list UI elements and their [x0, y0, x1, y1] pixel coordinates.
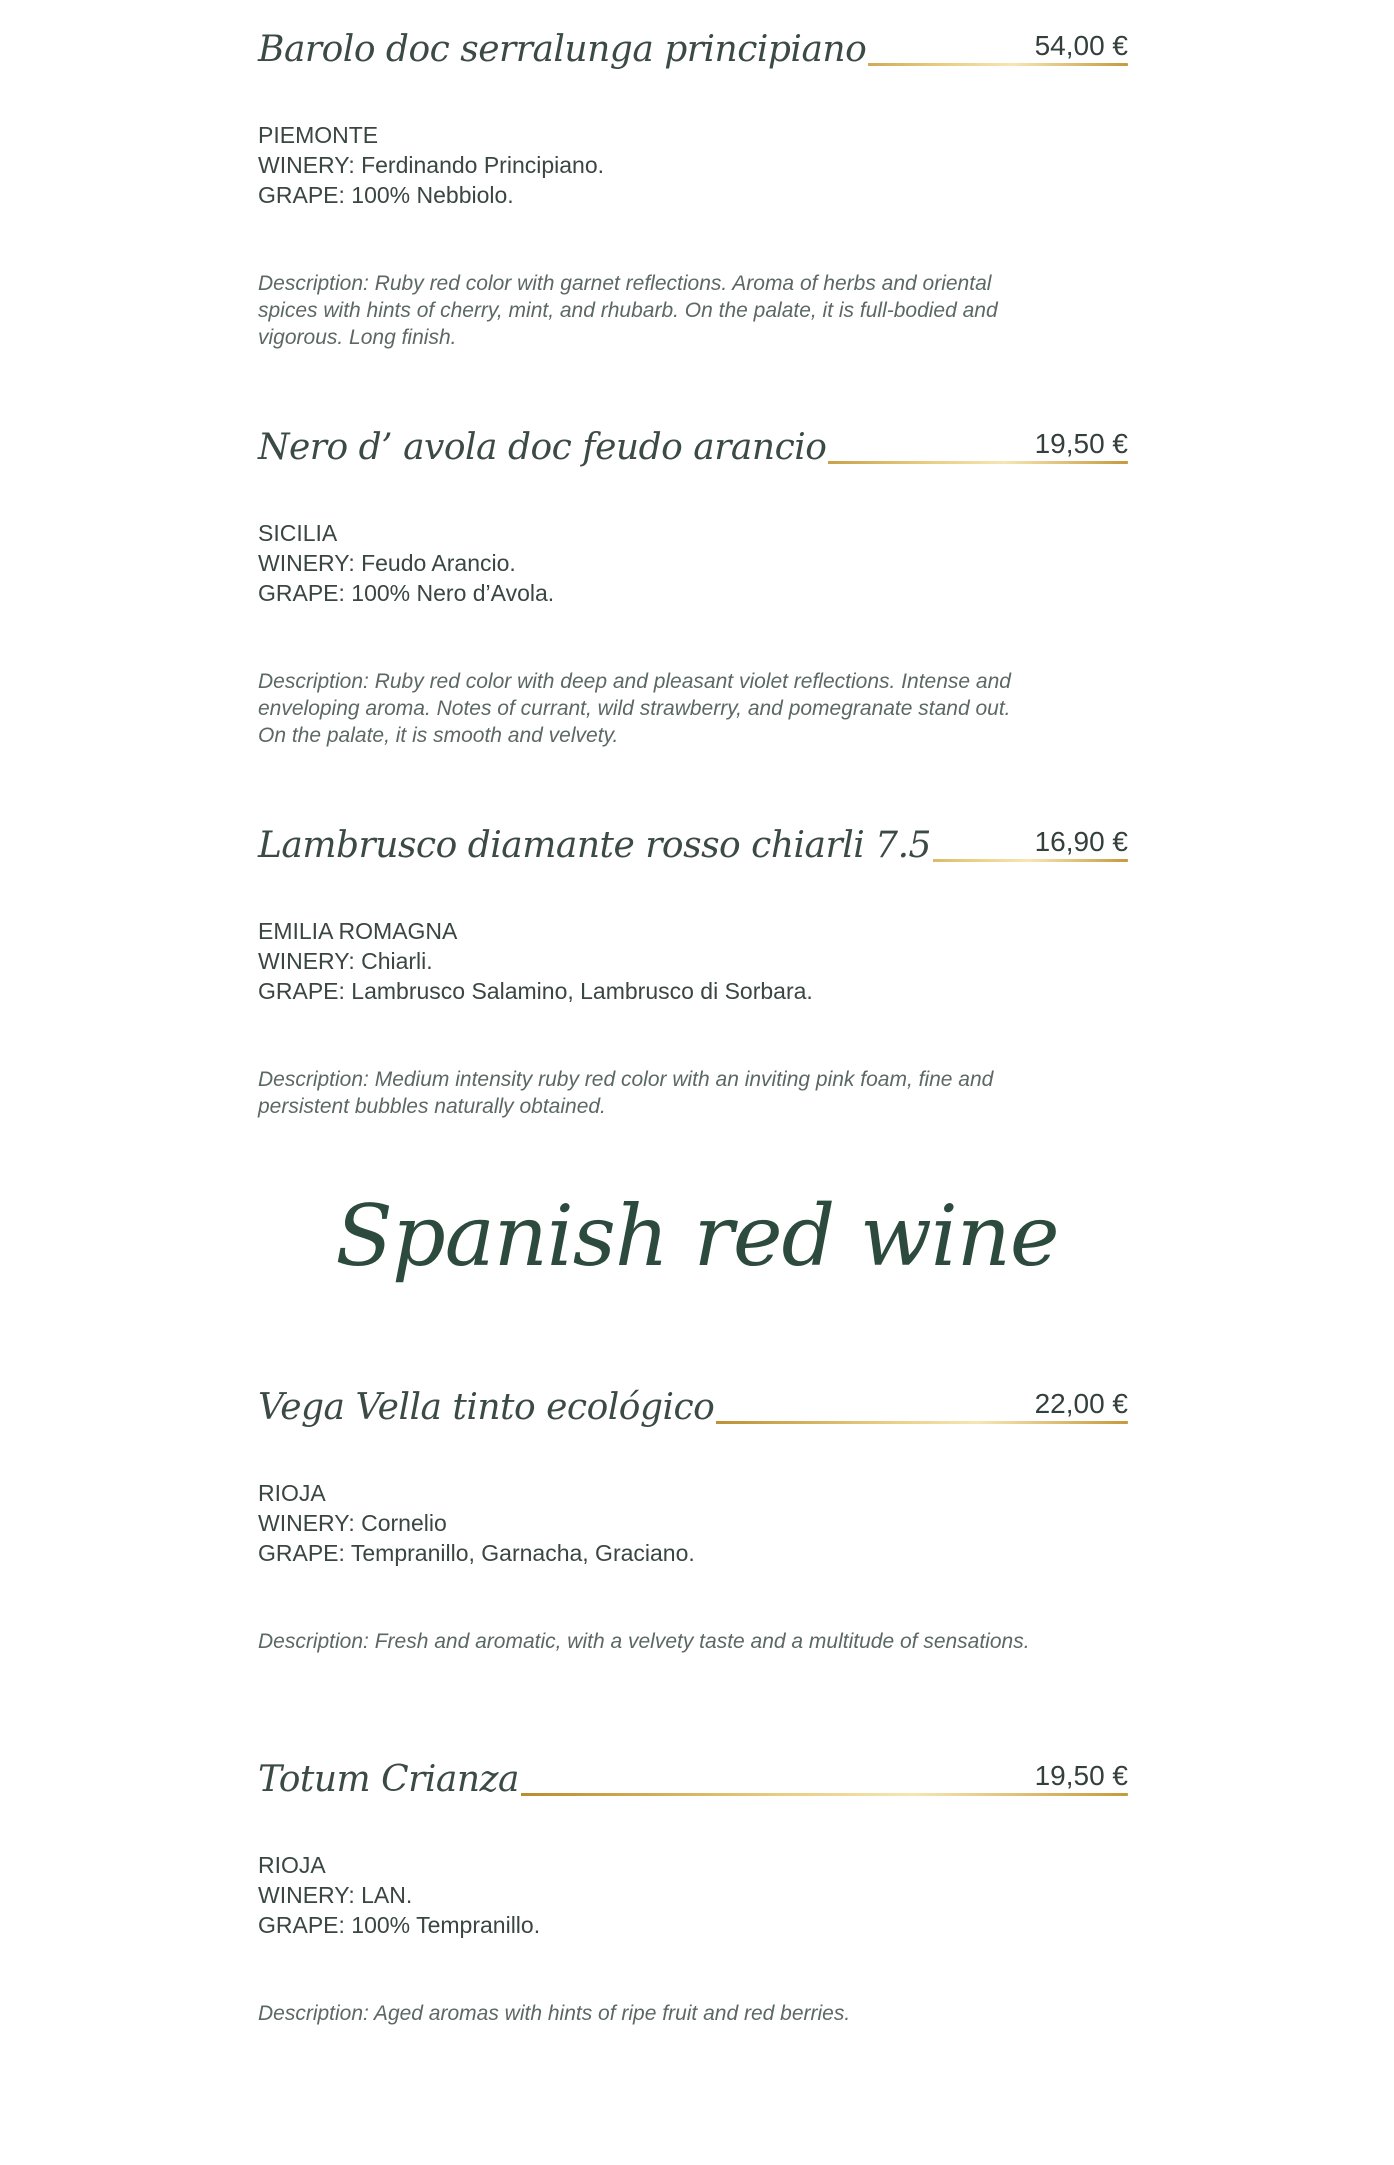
wine-grape: GRAPE: Tempranillo, Garnacha, Graciano.	[258, 1540, 695, 1566]
wine-header	[258, 796, 1128, 872]
wine-details	[258, 120, 1128, 210]
section-title: Spanish red wine	[335, 1187, 1059, 1285]
wine-description: Description: Aged aromas with hints of ripe fruit and red berries.	[258, 2002, 851, 2025]
wine-details	[258, 916, 1128, 1006]
wine-name: Barolo doc serralunga principiano	[258, 29, 867, 70]
wine-region: SICILIA	[258, 520, 338, 546]
wine-description: Description: Fresh and aromatic, with a velvety taste and a multitude of sensations.	[258, 1630, 1030, 1653]
wine-price: 19,50 €	[1034, 1760, 1128, 1791]
wine-winery: WINERY: Ferdinando Principiano.	[258, 152, 605, 178]
wine-grape: GRAPE: 100% Nero d’Avola.	[258, 580, 555, 606]
wine-winery: WINERY: Chiarli.	[258, 948, 433, 974]
wine-description: Description: Medium intensity ruby red color with an inviting pink foam, fine and persistent bubbles naturally obtained.	[258, 1068, 994, 1118]
wine-name: Nero d’ avola doc feudo arancio	[258, 427, 827, 468]
wine-grape: GRAPE: Lambrusco Salamino, Lambrusco di Sorbara.	[258, 978, 813, 1004]
wine-header	[258, 1358, 1128, 1434]
wine-region: RIOJA	[258, 1852, 326, 1878]
wine-price: 54,00 €	[1034, 30, 1128, 61]
wine-price: 16,90 €	[1034, 826, 1128, 857]
wine-grape: GRAPE: 100% Tempranillo.	[258, 1912, 541, 1938]
wine-details	[258, 1478, 1128, 1568]
wine-price: 19,50 €	[1034, 428, 1128, 459]
wine-description: Description: Ruby red color with deep and pleasant violet reflections. Intense and enveloping aroma. Notes of currant, wild strawberry, and pomegranate stand out. On the palate, it is smooth and velvety.	[258, 670, 1011, 747]
wine-name: Vega Vella tinto ecológico	[258, 1387, 715, 1428]
wine-entry-nero-davola	[258, 398, 1128, 749]
gold-divider-line	[698, 1421, 1128, 1424]
wine-price: 22,00 €	[1034, 1388, 1128, 1419]
wine-region: RIOJA	[258, 1480, 326, 1506]
wine-region: PIEMONTE	[258, 122, 379, 148]
wine-winery: WINERY: Cornelio	[258, 1510, 447, 1536]
wine-entry-vega-vella	[258, 1358, 1128, 1655]
wine-details	[258, 1850, 1128, 1940]
wine-details	[258, 518, 1128, 608]
wine-header	[258, 0, 1128, 76]
wine-entry-barolo	[258, 0, 1128, 351]
wine-header	[258, 1730, 1128, 1806]
gold-divider-line	[513, 1793, 1128, 1796]
wine-winery: WINERY: LAN.	[258, 1882, 413, 1908]
wine-name: Totum Crianza	[258, 1759, 519, 1800]
wine-name: Lambrusco diamante rosso chiarli 7.5	[258, 825, 931, 866]
wine-description: Description: Ruby red color with garnet reflections. Aroma of herbs and oriental spices with hints of cherry, mint, and rhubarb. On the palate, it is full-bodied and vigorous. Long finish.	[258, 272, 998, 349]
wine-header	[258, 398, 1128, 474]
wine-entry-lambrusco	[258, 796, 1128, 1120]
wine-entry-totum-crianza	[258, 1730, 1128, 2027]
wine-region: EMILIA ROMAGNA	[258, 918, 458, 944]
wine-winery: WINERY: Feudo Arancio.	[258, 550, 516, 576]
wine-grape: GRAPE: 100% Nebbiolo.	[258, 182, 514, 208]
